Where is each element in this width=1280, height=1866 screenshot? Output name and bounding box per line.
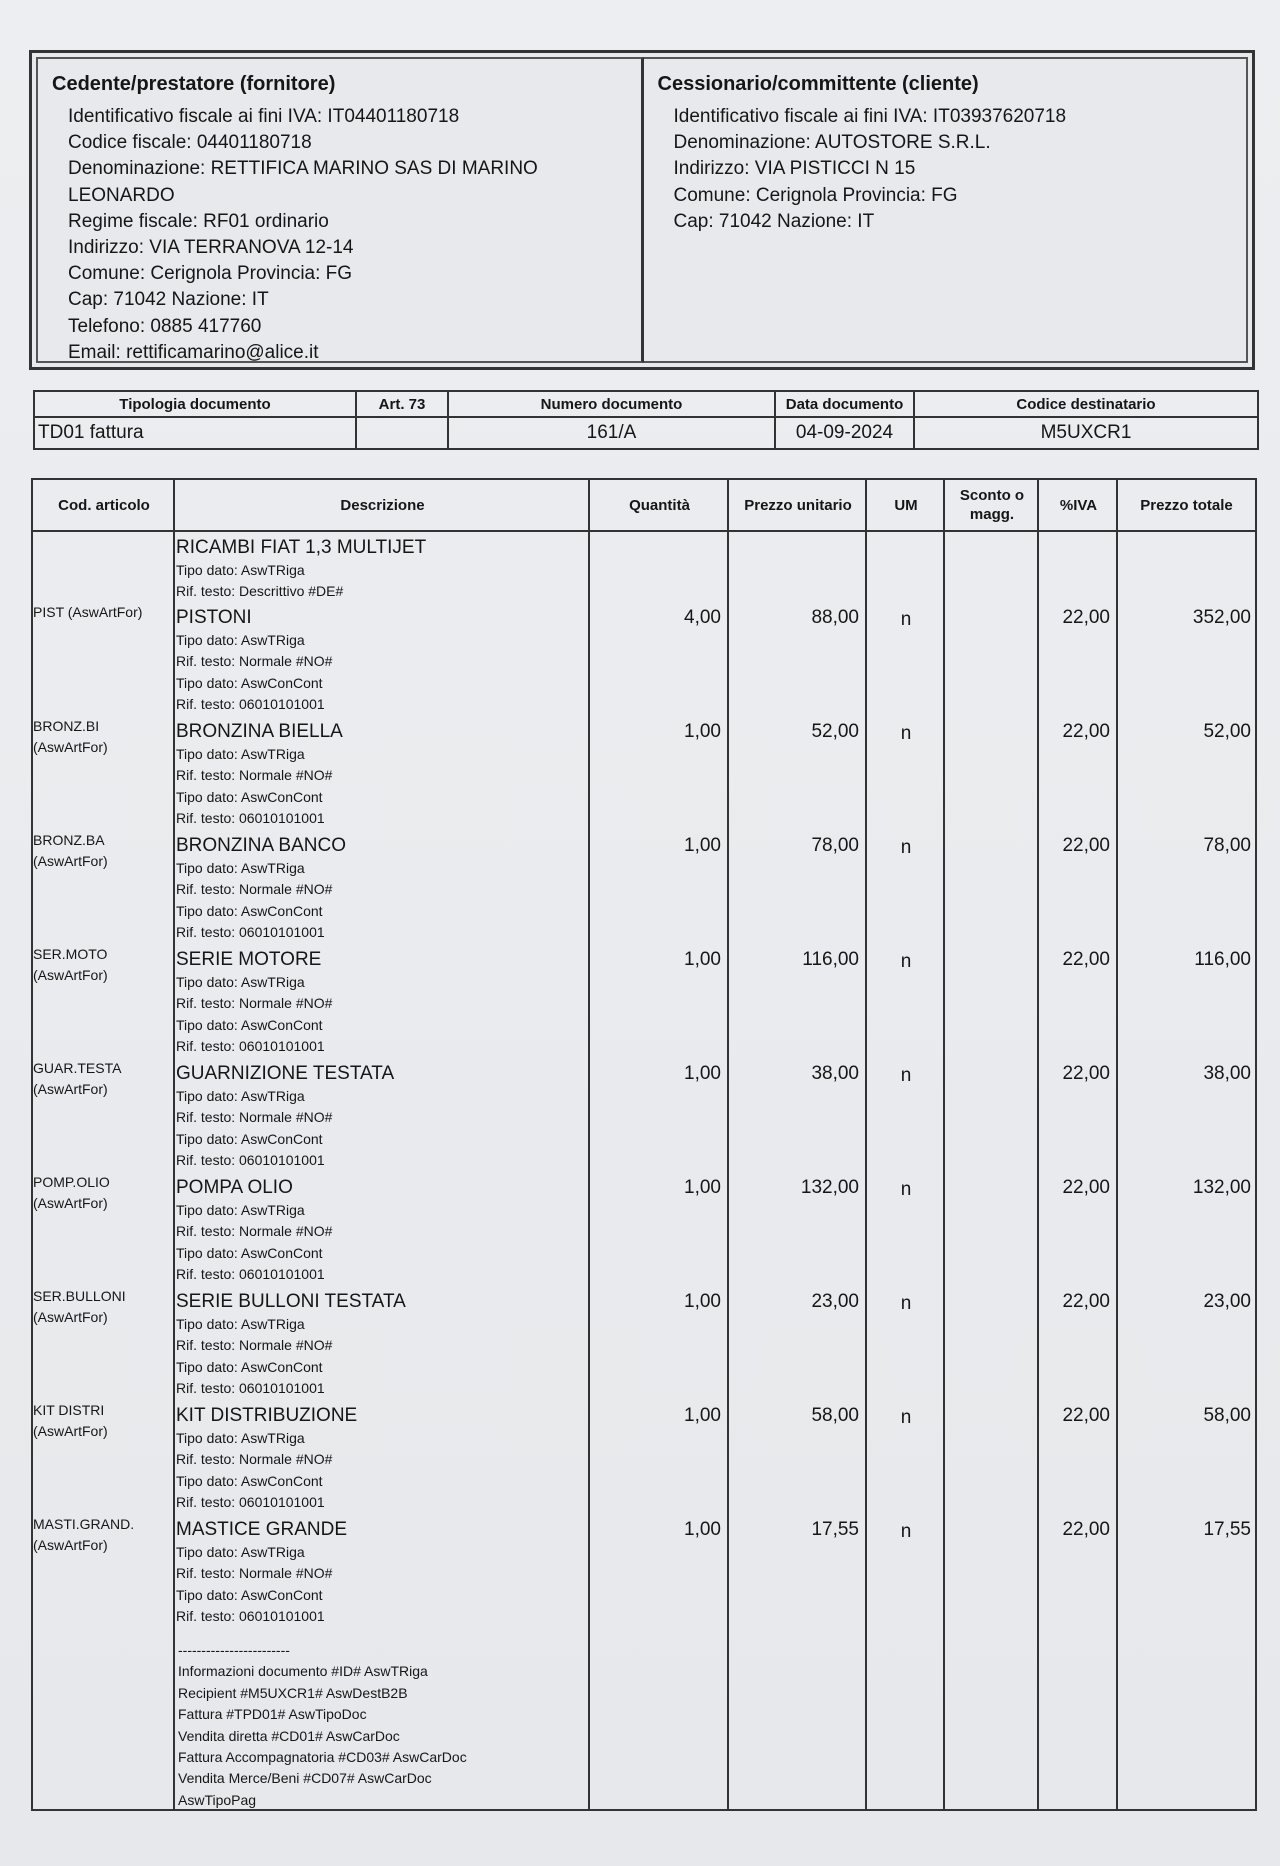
item-um: n xyxy=(900,1407,912,1428)
item-total: 58,00 xyxy=(1203,1405,1251,1426)
item-code-line: GUAR.TESTA xyxy=(33,1060,122,1076)
item-title: KIT DISTRIBUZIONE xyxy=(176,1405,358,1426)
item-sub: Tipo dato: AswTRiga xyxy=(176,1430,305,1446)
info-line: Fattura #TPD01# AswTipoDoc xyxy=(178,1706,367,1723)
document-info-block xyxy=(178,1640,467,1811)
item-um: n xyxy=(900,951,912,972)
item-vat: 22,00 xyxy=(1062,607,1110,628)
item-sub: Rif. testo: 06010101001 xyxy=(176,1607,325,1624)
item-description xyxy=(176,1290,556,1399)
item-sub: Rif. testo: 06010101001 xyxy=(176,1493,325,1510)
doc-number-value: 161/A xyxy=(448,417,775,449)
document-header-table xyxy=(33,390,1259,450)
item-total: 116,00 xyxy=(1194,949,1251,970)
item-sub: Tipo dato: AswConCont xyxy=(176,1586,323,1603)
item-unit-price: 132,00 xyxy=(800,1177,859,1198)
parties-box xyxy=(29,50,1255,370)
item-quantity: 1,00 xyxy=(684,1519,721,1540)
item-um: n xyxy=(900,1065,912,1086)
supplier-line: Codice fiscale: 04401180718 xyxy=(68,132,312,154)
item-total: 52,00 xyxy=(1203,721,1251,742)
item-description xyxy=(176,1176,556,1285)
recipient-code-value: M5UXCR1 xyxy=(914,417,1258,449)
item-code-line: MASTI.GRAND. xyxy=(33,1516,135,1532)
item-sub: Tipo dato: AswTRiga xyxy=(176,1544,305,1560)
item-code-line: (AswArtFor) xyxy=(33,853,108,869)
item-code-line: SER.MOTO xyxy=(33,946,108,962)
item-title: GUARNIZIONE TESTATA xyxy=(176,1063,395,1084)
item-quantity: 1,00 xyxy=(684,1405,721,1426)
discount-header xyxy=(945,480,1039,530)
item-unit-price: 116,00 xyxy=(802,949,859,970)
supplier-line: Comune: Cerignola Provincia: FG xyxy=(68,263,353,285)
item-sub: Tipo dato: AswConCont xyxy=(176,674,323,691)
info-line: Informazioni documento #ID# AswTRiga xyxy=(178,1663,428,1680)
item-sub: Tipo dato: AswTRiga xyxy=(176,1202,305,1218)
col-code xyxy=(33,480,175,1809)
item-um: n xyxy=(900,837,912,858)
item-sub: Rif. testo: Normale #NO# xyxy=(176,1565,333,1582)
col-vat xyxy=(1039,480,1118,1809)
item-sub: Rif. testo: 06010101001 xyxy=(176,923,325,940)
item-total: 78,00 xyxy=(1203,835,1251,856)
item-vat: 22,00 xyxy=(1062,949,1110,970)
supplier-line: Identificativo fiscale ai fini IVA: IT04401180718 xyxy=(68,106,460,127)
item-title: BRONZINA BANCO xyxy=(176,835,346,856)
supplier-title: Cedente/prestatore (fornitore) xyxy=(52,73,336,95)
item-code xyxy=(33,1058,167,1100)
item-title: PISTONI xyxy=(176,607,252,628)
supplier-lines xyxy=(48,104,631,366)
item-code-line: KIT DISTRI xyxy=(33,1402,105,1418)
item-sub: Rif. testo: Normale #NO# xyxy=(176,653,333,670)
item-code xyxy=(33,1514,167,1556)
recipient-code-header: Codice destinatario xyxy=(914,391,1258,417)
item-sub: Rif. testo: Normale #NO# xyxy=(176,1451,333,1468)
item-unit-price: 58,00 xyxy=(811,1405,859,1426)
info-line: Fattura Accompagnatoria #CD03# AswCarDoc xyxy=(178,1749,467,1766)
item-quantity: 4,00 xyxy=(684,607,721,628)
doc-type-value: TD01 fattura xyxy=(34,417,356,449)
item-unit-price: 38,00 xyxy=(811,1063,859,1084)
item-sub: Tipo dato: AswTRiga xyxy=(176,746,305,762)
item-sub: Tipo dato: AswConCont xyxy=(176,1244,323,1261)
item-quantity: 1,00 xyxy=(684,949,721,970)
item-vat: 22,00 xyxy=(1062,1063,1110,1084)
client-line: Cap: 71042 Nazione: IT xyxy=(673,210,875,232)
item-title: SERIE BULLONI TESTATA xyxy=(176,1291,406,1312)
supplier-line: Regime fiscale: RF01 ordinario xyxy=(68,210,329,232)
client-line: Denominazione: AUTOSTORE S.R.L. xyxy=(673,132,991,154)
item-description xyxy=(176,834,556,943)
item-total: 23,00 xyxy=(1203,1291,1251,1312)
col-discount xyxy=(945,480,1039,1809)
item-code-line: (AswArtFor) xyxy=(33,1081,108,1097)
total-header: Prezzo totale xyxy=(1140,496,1233,514)
intro-sub: Tipo dato: AswTRiga xyxy=(176,562,305,578)
item-title: POMPA OLIO xyxy=(176,1177,293,1198)
item-um: n xyxy=(900,1293,912,1314)
info-line: ------------------------ xyxy=(178,1642,290,1658)
doc-date-value: 04-09-2024 xyxy=(775,417,914,449)
item-description xyxy=(176,948,556,1057)
um-header: UM xyxy=(894,496,918,514)
item-quantity: 1,00 xyxy=(684,1291,721,1312)
item-sub: Tipo dato: AswConCont xyxy=(176,788,323,805)
item-quantity: 1,00 xyxy=(684,835,721,856)
item-code-line: (AswArtFor) xyxy=(33,1423,108,1439)
item-sub: Tipo dato: AswTRiga xyxy=(176,632,305,648)
item-description xyxy=(176,1404,556,1513)
item-sub: Tipo dato: AswTRiga xyxy=(176,860,305,876)
col-qty xyxy=(590,480,729,1809)
supplier-line: Telefono: 0885 417760 xyxy=(68,315,262,337)
price-header: Prezzo unitario xyxy=(744,496,852,514)
doc-number-header: Numero documento xyxy=(448,391,775,417)
item-code-line: BRONZ.BA xyxy=(33,832,105,848)
qty-header: Quantità xyxy=(629,496,690,514)
item-sub: Rif. testo: Normale #NO# xyxy=(176,1337,333,1354)
item-total: 352,00 xyxy=(1192,607,1251,628)
doc-date-header: Data documento xyxy=(775,391,914,417)
supplier-line: Indirizzo: VIA TERRANOVA 12-14 xyxy=(68,237,354,259)
client-line: Identificativo fiscale ai fini IVA: IT03937620718 xyxy=(673,106,1067,127)
col-price xyxy=(729,480,867,1809)
item-title: BRONZINA BIELLA xyxy=(176,721,343,742)
art73-header: Art. 73 xyxy=(356,391,448,417)
intro-sub: Rif. testo: Descrittivo #DE# xyxy=(176,583,344,600)
item-sub: Tipo dato: AswConCont xyxy=(176,1016,323,1033)
item-description xyxy=(176,1062,556,1171)
item-code-line: PIST (AswArtFor) xyxy=(33,604,143,620)
item-sub: Rif. testo: 06010101001 xyxy=(176,809,325,826)
item-um: n xyxy=(900,609,912,630)
item-sub: Rif. testo: 06010101001 xyxy=(176,695,325,712)
doc-type-header: Tipologia documento xyxy=(34,391,356,417)
item-code-line: (AswArtFor) xyxy=(33,739,108,755)
item-sub: Rif. testo: 06010101001 xyxy=(176,1265,325,1282)
supplier-line: Email: rettificamarino@alice.it xyxy=(68,341,319,363)
item-vat: 22,00 xyxy=(1062,1405,1110,1426)
item-code-line: (AswArtFor) xyxy=(33,1309,108,1325)
item-code-line: (AswArtFor) xyxy=(33,1195,108,1211)
item-sub: Rif. testo: 06010101001 xyxy=(176,1151,325,1168)
item-code xyxy=(33,1172,167,1214)
item-um: n xyxy=(900,723,912,744)
client-line: Indirizzo: VIA PISTICCI N 15 xyxy=(673,158,916,180)
item-code xyxy=(33,1286,167,1328)
client-title: Cessionario/committente (cliente) xyxy=(657,73,979,95)
item-unit-price: 88,00 xyxy=(811,607,859,628)
item-code xyxy=(33,830,167,872)
item-vat: 22,00 xyxy=(1062,835,1110,856)
info-line: Vendita Merce/Beni #CD07# AswCarDoc xyxy=(178,1770,432,1787)
item-vat: 22,00 xyxy=(1062,1177,1110,1198)
info-line: Recipient #M5UXCR1# AswDestB2B xyxy=(178,1684,408,1701)
item-description xyxy=(176,720,556,829)
item-sub: Tipo dato: AswTRiga xyxy=(176,1316,305,1332)
item-description xyxy=(176,606,556,715)
discount-header-line2: magg. xyxy=(969,506,1015,523)
item-sub: Tipo dato: AswConCont xyxy=(176,1130,323,1147)
item-total: 17,55 xyxy=(1203,1519,1251,1540)
item-code xyxy=(33,716,167,758)
info-line: Vendita diretta #CD01# AswCarDoc xyxy=(178,1727,400,1744)
item-quantity: 1,00 xyxy=(684,1177,721,1198)
col-um xyxy=(867,480,945,1809)
item-sub: Tipo dato: AswTRiga xyxy=(176,1088,305,1104)
intro-desc xyxy=(176,536,556,603)
item-code-line: POMP.OLIO xyxy=(33,1174,110,1190)
intro-title: RICAMBI FIAT 1,3 MULTIJET xyxy=(176,537,427,558)
item-sub: Tipo dato: AswTRiga xyxy=(176,974,305,990)
item-vat: 22,00 xyxy=(1062,721,1110,742)
item-code-line: BRONZ.BI xyxy=(33,718,100,734)
item-description xyxy=(176,1518,556,1627)
item-code xyxy=(33,944,167,986)
supplier-section xyxy=(36,57,644,363)
item-sub: Rif. testo: Normale #NO# xyxy=(176,881,333,898)
item-total: 132,00 xyxy=(1192,1177,1251,1198)
item-code-line: (AswArtFor) xyxy=(33,967,108,983)
item-unit-price: 52,00 xyxy=(811,721,859,742)
code-header: Cod. articolo xyxy=(58,496,150,514)
client-line: Comune: Cerignola Provincia: FG xyxy=(673,184,958,206)
item-sub: Tipo dato: AswConCont xyxy=(176,1358,323,1375)
item-sub: Rif. testo: Normale #NO# xyxy=(176,995,333,1012)
item-quantity: 1,00 xyxy=(684,721,721,742)
item-unit-price: 23,00 xyxy=(811,1291,859,1312)
item-unit-price: 78,00 xyxy=(811,835,859,856)
item-total: 38,00 xyxy=(1203,1063,1251,1084)
item-sub: Rif. testo: 06010101001 xyxy=(176,1379,325,1396)
item-unit-price: 17,55 xyxy=(811,1519,859,1540)
item-sub: Rif. testo: Normale #NO# xyxy=(176,767,333,784)
vat-header: %IVA xyxy=(1059,496,1098,514)
item-title: MASTICE GRANDE xyxy=(176,1519,348,1540)
info-line: AswTipoPag xyxy=(178,1791,257,1808)
item-sub: Rif. testo: Normale #NO# xyxy=(176,1223,333,1240)
item-vat: 22,00 xyxy=(1062,1291,1110,1312)
desc-header: Descrizione xyxy=(340,496,425,514)
item-sub: Tipo dato: AswConCont xyxy=(176,902,323,919)
client-section xyxy=(644,57,1249,363)
item-code xyxy=(33,1400,167,1442)
item-code-line: SER.BULLONI xyxy=(33,1288,126,1304)
item-vat: 22,00 xyxy=(1062,1519,1110,1540)
discount-header-line1: Sconto o xyxy=(959,487,1025,504)
art73-value xyxy=(356,417,448,449)
item-sub: Tipo dato: AswConCont xyxy=(176,1472,323,1489)
item-code xyxy=(33,602,167,623)
item-sub: Rif. testo: 06010101001 xyxy=(176,1037,325,1054)
items-header-row xyxy=(33,480,1255,532)
supplier-line: LEONARDO xyxy=(68,184,175,206)
supplier-line: Denominazione: RETTIFICA MARINO SAS DI MARINO xyxy=(68,158,538,180)
item-code-line: (AswArtFor) xyxy=(33,1537,108,1553)
item-quantity: 1,00 xyxy=(684,1063,721,1084)
item-title: SERIE MOTORE xyxy=(176,949,322,970)
items-table xyxy=(31,478,1257,1811)
item-sub: Rif. testo: Normale #NO# xyxy=(176,1109,333,1126)
item-um: n xyxy=(900,1179,912,1200)
supplier-line: Cap: 71042 Nazione: IT xyxy=(68,289,269,311)
item-um: n xyxy=(900,1521,912,1542)
